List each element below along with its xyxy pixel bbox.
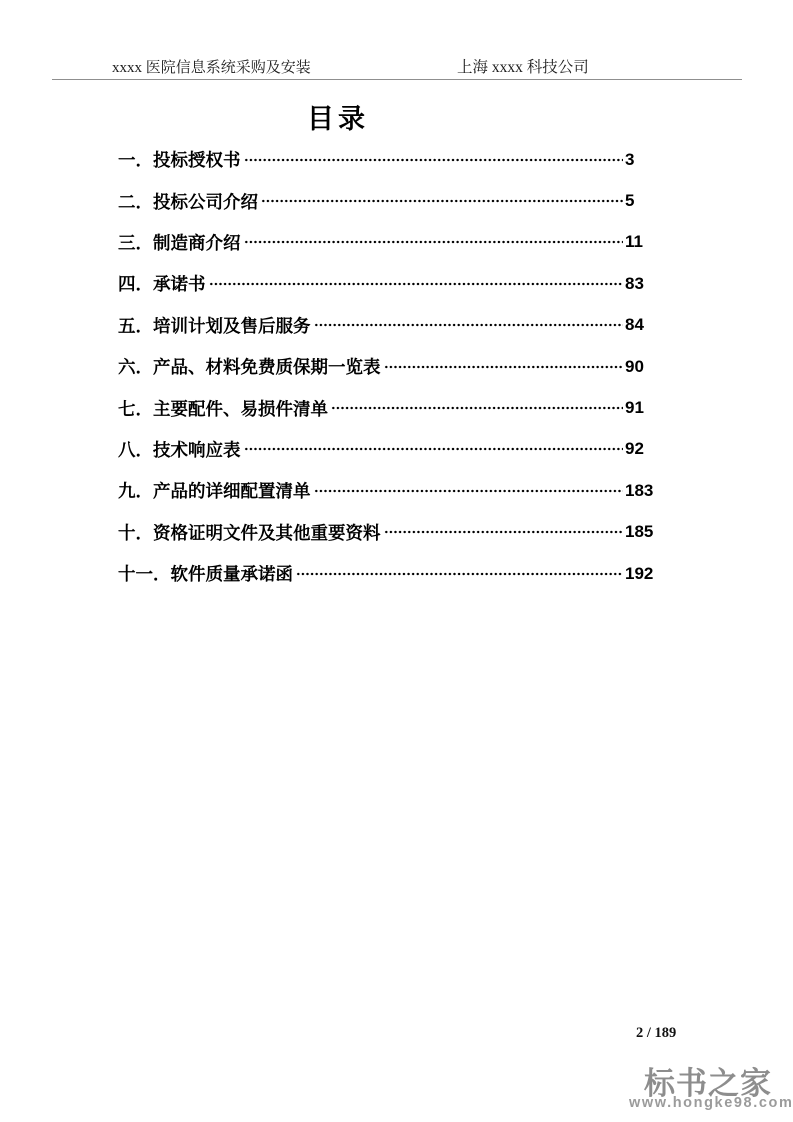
toc-entry-number: 三． [118,232,153,253]
toc-entry-label: 资格证明文件及其他重要资料 [153,522,381,543]
toc-entry-number: 五． [118,315,153,336]
toc-entry-number: 二． [118,191,153,212]
toc-entry-number: 十一． [118,564,171,585]
toc-entry-page: 3 [625,149,635,169]
toc-list [118,139,655,594]
toc-entry-number: 九． [118,481,153,502]
toc-entry-label: 软件质量承诺函 [170,564,293,585]
toc-entry-label: 主要配件、易损件清单 [153,398,328,419]
toc-entry-page: 192 [625,563,654,583]
toc-entry-number: 十． [118,522,153,543]
toc-entry[interactable] [118,305,655,346]
toc-dot-leader [314,316,624,334]
toc-entry-page: 185 [625,522,654,542]
watermark-url: www.hongke98.com [629,1095,793,1111]
toc-dot-leader [261,192,623,210]
toc-entry-label: 投标公司介绍 [153,191,258,212]
header-divider-line [52,79,742,80]
toc-dot-leader [296,565,623,583]
toc-entry-number: 一． [118,150,153,171]
toc-entry-page: 92 [625,439,644,459]
toc-dot-leader [244,151,624,169]
toc-entry-label: 投标授权书 [153,150,241,171]
toc-dot-leader [244,440,624,458]
toc-entry-number: 八． [118,439,153,460]
toc-dot-leader [331,399,623,417]
toc-entry[interactable] [118,470,655,511]
toc-dot-leader [209,275,624,293]
toc-entry-page: 90 [625,356,644,376]
toc-entry-label: 产品、材料免费质保期一览表 [153,357,381,378]
toc-entry-page: 11 [625,232,643,252]
page-number-indicator: 2 / 189 [636,1025,677,1041]
toc-entry[interactable] [118,222,655,263]
toc-entry[interactable] [118,180,655,221]
toc-dot-leader [314,482,624,500]
toc-dot-leader [244,233,624,251]
toc-dot-leader [384,523,624,541]
toc-entry-number: 四． [118,274,153,295]
toc-entry[interactable] [118,139,655,180]
toc-entry-label: 制造商介绍 [153,232,241,253]
toc-entry-label: 产品的详细配置清单 [153,481,311,502]
toc-entry-page: 84 [625,315,644,335]
toc-entry[interactable] [118,263,655,304]
toc-entry-number: 七． [118,398,153,419]
header-document-title: xxxx 医院信息系统采购及安装 [112,60,311,76]
toc-entry-page: 5 [625,191,635,211]
watermark-logo: 标书之家 [644,1066,772,1101]
toc-entry[interactable] [118,429,655,470]
page-title: 目录 [307,104,369,134]
toc-entry-label: 技术响应表 [153,439,241,460]
toc-entry-label: 培训计划及售后服务 [153,315,311,336]
toc-dot-leader [384,358,624,376]
toc-entry[interactable] [118,346,655,387]
toc-entry-page: 183 [625,480,654,500]
toc-entry-label: 承诺书 [153,274,206,295]
toc-entry-page: 91 [625,398,644,418]
header-company-name: 上海 xxxx 科技公司 [457,59,589,76]
toc-entry[interactable] [118,553,655,594]
toc-entry-page: 83 [625,273,644,293]
toc-entry[interactable] [118,512,655,553]
toc-entry[interactable] [118,387,655,428]
toc-entry-number: 六． [118,357,153,378]
